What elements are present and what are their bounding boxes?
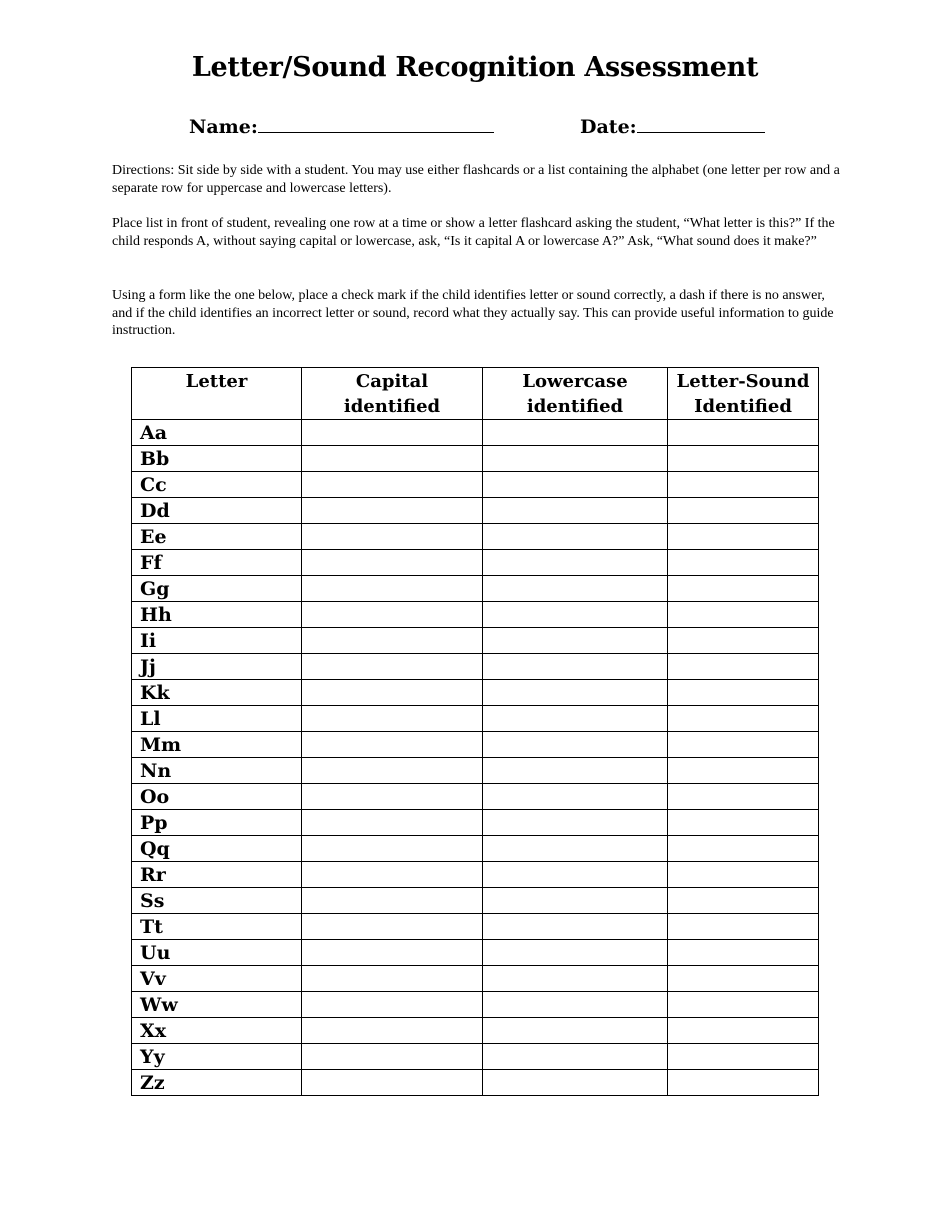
capital-identified-cell[interactable] — [302, 784, 483, 810]
page-title: Letter/Sound Recognition Assessment — [191, 52, 759, 83]
capital-identified-cell[interactable] — [302, 680, 483, 706]
header-capital-identified — [302, 368, 483, 420]
lowercase-identified-cell[interactable] — [483, 1044, 668, 1070]
lowercase-identified-cell[interactable] — [483, 1070, 668, 1096]
capital-identified-cell[interactable] — [302, 810, 483, 836]
header-letter-sound-identified — [668, 368, 819, 420]
lowercase-identified-cell[interactable] — [483, 498, 668, 524]
letter-cell: Pp — [132, 810, 302, 836]
table-row — [132, 524, 819, 550]
letter-sound-identified-cell[interactable] — [668, 862, 819, 888]
lowercase-identified-cell[interactable] — [483, 914, 668, 940]
letter-cell: Xx — [132, 1018, 302, 1044]
table-row — [132, 992, 819, 1018]
capital-identified-cell[interactable] — [302, 758, 483, 784]
procedure-paragraph: Place list in front of student, revealing one row at a time or show a letter flashcard asking the student, “What letter is this?” If the child responds A, without saying capital or lowercase, ask, “Is it capital A or lowercase A?” Ask, “What sound does it make?” — [112, 216, 835, 249]
letter-cell: Aa — [132, 420, 302, 446]
table-row — [132, 628, 819, 654]
letter-cell: Zz — [132, 1070, 302, 1096]
capital-identified-cell[interactable] — [302, 1018, 483, 1044]
letter-sound-identified-cell[interactable] — [668, 732, 819, 758]
lowercase-identified-cell[interactable] — [483, 524, 668, 550]
letter-sound-identified-cell[interactable] — [668, 446, 819, 472]
lowercase-identified-cell[interactable] — [483, 550, 668, 576]
letter-cell: Rr — [132, 862, 302, 888]
capital-identified-cell[interactable] — [302, 862, 483, 888]
capital-identified-cell[interactable] — [302, 628, 483, 654]
letter-cell: Ff — [132, 550, 302, 576]
table-row — [132, 732, 819, 758]
lowercase-identified-cell[interactable] — [483, 576, 668, 602]
letter-sound-identified-cell[interactable] — [668, 472, 819, 498]
table-row — [132, 472, 819, 498]
capital-identified-cell[interactable] — [302, 732, 483, 758]
capital-identified-cell[interactable] — [302, 914, 483, 940]
lowercase-identified-cell[interactable] — [483, 602, 668, 628]
lowercase-identified-cell[interactable] — [483, 758, 668, 784]
letter-sound-identified-cell[interactable] — [668, 602, 819, 628]
letter-cell: Vv — [132, 966, 302, 992]
date-blank-line[interactable] — [637, 116, 765, 133]
lowercase-identified-cell[interactable] — [483, 992, 668, 1018]
letter-cell: Gg — [132, 576, 302, 602]
table-row — [132, 706, 819, 732]
header-letter-line1: Letter — [185, 371, 248, 392]
table-row — [132, 576, 819, 602]
capital-identified-cell[interactable] — [302, 524, 483, 550]
lowercase-identified-cell[interactable] — [483, 654, 668, 680]
letter-cell: Ss — [132, 888, 302, 914]
header-letter — [132, 368, 302, 420]
letter-cell: Jj — [132, 654, 302, 680]
letter-rows — [132, 420, 819, 1096]
letter-sound-identified-cell[interactable] — [668, 1044, 819, 1070]
assessment-table — [131, 367, 819, 1096]
capital-identified-cell[interactable] — [302, 576, 483, 602]
capital-identified-cell[interactable] — [302, 420, 483, 446]
letter-cell: Bb — [132, 446, 302, 472]
table-header-row — [132, 368, 819, 420]
table-row — [132, 654, 819, 680]
directions-paragraph: Directions: Sit side by side with a student. You may use either flashcards or a list containing the alphabet (one letter per row and a separate row for uppercase and lowercase letters). — [112, 163, 840, 196]
letter-sound-identified-cell[interactable] — [668, 836, 819, 862]
table-row — [132, 758, 819, 784]
letter-sound-identified-cell[interactable] — [668, 420, 819, 446]
table-row — [132, 550, 819, 576]
letter-cell: Ii — [132, 628, 302, 654]
lowercase-identified-cell[interactable] — [483, 628, 668, 654]
lowercase-identified-cell[interactable] — [483, 420, 668, 446]
letter-sound-identified-cell[interactable] — [668, 680, 819, 706]
header-lowercase-line1: Lowercase — [522, 371, 628, 392]
lowercase-identified-cell[interactable] — [483, 966, 668, 992]
capital-identified-cell[interactable] — [302, 940, 483, 966]
letter-sound-identified-cell[interactable] — [668, 1018, 819, 1044]
letter-sound-identified-cell[interactable] — [668, 966, 819, 992]
date-field — [580, 116, 765, 138]
capital-identified-cell[interactable] — [302, 992, 483, 1018]
letter-sound-identified-cell[interactable] — [668, 992, 819, 1018]
lowercase-identified-cell[interactable] — [483, 784, 668, 810]
letter-cell: Tt — [132, 914, 302, 940]
header-capital-line1: Capital — [355, 371, 429, 392]
lowercase-identified-cell[interactable] — [483, 810, 668, 836]
capital-identified-cell[interactable] — [302, 888, 483, 914]
letter-sound-identified-cell[interactable] — [668, 784, 819, 810]
capital-identified-cell[interactable] — [302, 966, 483, 992]
table-row — [132, 680, 819, 706]
letter-cell: Oo — [132, 784, 302, 810]
table-row — [132, 420, 819, 446]
table-row — [132, 446, 819, 472]
header-letter-sound-line1: Letter-Sound — [676, 371, 810, 392]
letter-cell: Mm — [132, 732, 302, 758]
capital-identified-cell[interactable] — [302, 1044, 483, 1070]
letter-sound-identified-cell[interactable] — [668, 810, 819, 836]
letter-sound-identified-cell[interactable] — [668, 1070, 819, 1096]
table-row — [132, 1018, 819, 1044]
letter-cell: Hh — [132, 602, 302, 628]
letter-cell: Nn — [132, 758, 302, 784]
letter-cell: Uu — [132, 940, 302, 966]
table-row — [132, 498, 819, 524]
header-letter-sound-line2: Identified — [694, 396, 792, 417]
letter-sound-identified-cell[interactable] — [668, 550, 819, 576]
letter-sound-identified-cell[interactable] — [668, 758, 819, 784]
capital-identified-cell[interactable] — [302, 654, 483, 680]
letter-sound-identified-cell[interactable] — [668, 888, 819, 914]
capital-identified-cell[interactable] — [302, 550, 483, 576]
table-row — [132, 888, 819, 914]
capital-identified-cell[interactable] — [302, 446, 483, 472]
capital-identified-cell[interactable] — [302, 498, 483, 524]
recording-paragraph: Using a form like the one below, place a check mark if the child identifies letter or sound correctly, a dash if there is no answer, and if the child identifies an incorrect letter or sound, record what they actually say. This can provide useful information to guide instruction. — [112, 288, 834, 338]
table-row — [132, 602, 819, 628]
letter-sound-identified-cell[interactable] — [668, 940, 819, 966]
letter-sound-identified-cell[interactable] — [668, 524, 819, 550]
lowercase-identified-cell[interactable] — [483, 836, 668, 862]
letter-sound-identified-cell[interactable] — [668, 706, 819, 732]
table-row — [132, 1070, 819, 1096]
lowercase-identified-cell[interactable] — [483, 472, 668, 498]
lowercase-identified-cell[interactable] — [483, 888, 668, 914]
letter-sound-identified-cell[interactable] — [668, 914, 819, 940]
letter-sound-identified-cell[interactable] — [668, 654, 819, 680]
date-label: Date: — [580, 116, 637, 138]
capital-identified-cell[interactable] — [302, 602, 483, 628]
capital-identified-cell[interactable] — [302, 706, 483, 732]
letter-cell: Cc — [132, 472, 302, 498]
letter-cell: Ww — [132, 992, 302, 1018]
letter-cell: Yy — [132, 1044, 302, 1070]
name-field — [189, 116, 494, 138]
table-row — [132, 810, 819, 836]
letter-cell: Dd — [132, 498, 302, 524]
table-row — [132, 862, 819, 888]
lowercase-identified-cell[interactable] — [483, 706, 668, 732]
letter-sound-identified-cell[interactable] — [668, 576, 819, 602]
table-row — [132, 966, 819, 992]
lowercase-identified-cell[interactable] — [483, 680, 668, 706]
header-lowercase-identified — [483, 368, 668, 420]
table-row — [132, 1044, 819, 1070]
capital-identified-cell[interactable] — [302, 1070, 483, 1096]
table-row — [132, 914, 819, 940]
letter-cell: Ll — [132, 706, 302, 732]
lowercase-identified-cell[interactable] — [483, 862, 668, 888]
header-lowercase-line2: identified — [526, 396, 624, 417]
lowercase-identified-cell[interactable] — [483, 1018, 668, 1044]
lowercase-identified-cell[interactable] — [483, 940, 668, 966]
table-row — [132, 940, 819, 966]
letter-cell: Ee — [132, 524, 302, 550]
letter-sound-identified-cell[interactable] — [668, 628, 819, 654]
table-row — [132, 836, 819, 862]
name-label: Name: — [189, 116, 258, 138]
header-capital-line2: identified — [343, 396, 441, 417]
lowercase-identified-cell[interactable] — [483, 446, 668, 472]
capital-identified-cell[interactable] — [302, 472, 483, 498]
letter-sound-identified-cell[interactable] — [668, 498, 819, 524]
letter-cell: Qq — [132, 836, 302, 862]
table-row — [132, 784, 819, 810]
name-blank-line[interactable] — [258, 116, 494, 133]
letter-cell: Kk — [132, 680, 302, 706]
capital-identified-cell[interactable] — [302, 836, 483, 862]
lowercase-identified-cell[interactable] — [483, 732, 668, 758]
